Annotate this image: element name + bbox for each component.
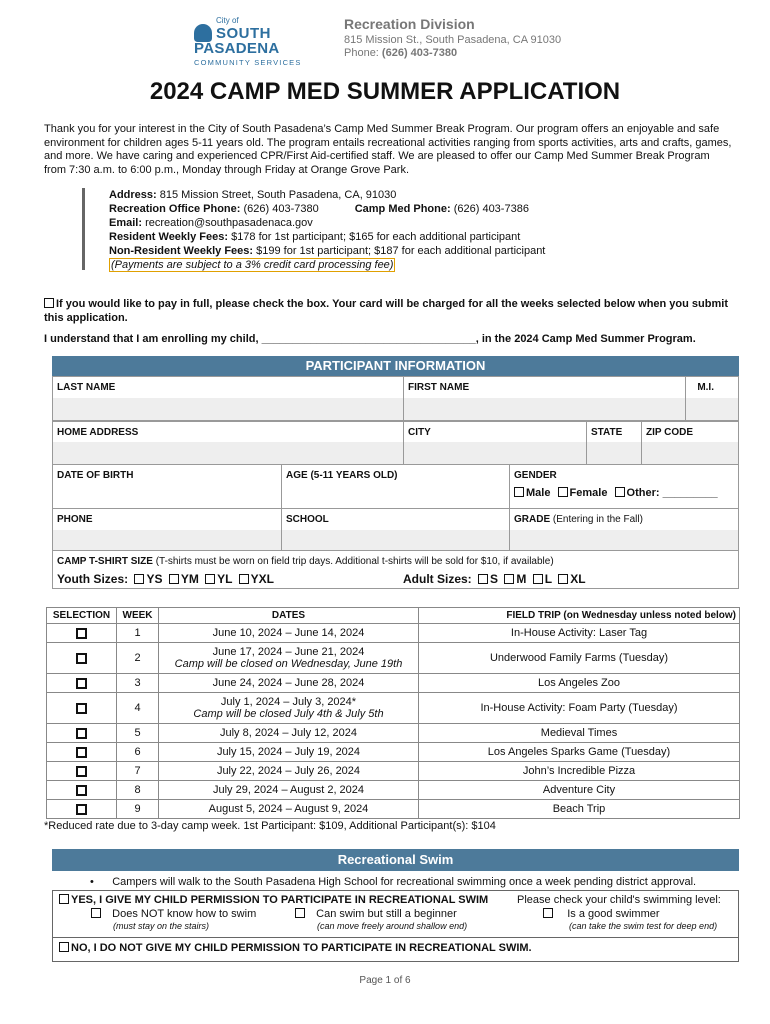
swim-no-checkbox[interactable] — [59, 942, 69, 952]
week-8-checkbox[interactable] — [76, 785, 87, 796]
week-header: WEEK — [117, 608, 159, 624]
reduced-rate-note: *Reduced rate due to 3-day camp week. 1st Participant: $109, Additional Participant(s): $104 — [44, 820, 496, 832]
tshirt-size-label: CAMP T-SHIRT SIZE (T-shirts must be worn on field trip days. Additional t-shirts will be sold for $10, if available) — [57, 556, 554, 567]
city-field[interactable]: CITY — [403, 422, 586, 464]
first-name-field[interactable]: FIRST NAME — [403, 377, 685, 420]
division-name: Recreation Division — [344, 16, 475, 32]
letterhead — [0, 14, 770, 74]
logo-south-text: SOUTH — [216, 25, 271, 42]
middle-initial-field[interactable]: M.I. — [685, 377, 740, 420]
division-phone: Phone: (626) 403-7380 — [344, 47, 458, 59]
gender-field: GENDER Male Female Other: _________ — [509, 465, 740, 508]
size-l-checkbox[interactable] — [533, 574, 543, 584]
participant-info-header: PARTICIPANT INFORMATION — [52, 356, 739, 376]
swim-level-1-checkbox[interactable] — [91, 908, 101, 918]
logo-community-text: COMMUNITY SERVICES — [194, 58, 302, 67]
page-number: Page 1 of 6 — [359, 975, 411, 986]
table-row: 5 July 8, 2024 – July 12, 2024 Medieval Times — [47, 724, 740, 743]
week-9-checkbox[interactable] — [76, 804, 87, 815]
week-2-checkbox[interactable] — [76, 653, 87, 664]
pay-in-full-checkbox[interactable] — [44, 298, 54, 308]
size-yl-checkbox[interactable] — [205, 574, 215, 584]
address-row — [52, 421, 739, 465]
pay-in-full-option: If you would like to pay in full, please check the box. Your card will be charged for all the weeks selected below when you submit this application. — [44, 298, 728, 324]
gender-male-checkbox[interactable] — [514, 487, 524, 497]
size-yxl-checkbox[interactable] — [239, 574, 249, 584]
logo-city-text: City of — [216, 16, 239, 25]
table-row: 3 June 24, 2024 – June 28, 2024 Los Angeles Zoo — [47, 674, 740, 693]
swim-no-option: NO, I DO NOT GIVE MY CHILD PERMISSION TO PARTICIPATE IN RECREATIONAL SWIM. — [59, 942, 532, 954]
size-m-checkbox[interactable] — [504, 574, 514, 584]
table-row: 8 July 29, 2024 – August 2, 2024 Adventure City — [47, 781, 740, 800]
swim-yes-option: YES, I GIVE MY CHILD PERMISSION TO PARTICIPATE IN RECREATIONAL SWIM — [59, 894, 488, 906]
table-row: 6 July 15, 2024 – July 19, 2024 Los Angeles Sparks Game (Tuesday) — [47, 743, 740, 762]
size-ym-checkbox[interactable] — [169, 574, 179, 584]
phone-row — [52, 509, 739, 551]
weeks-table-header — [47, 608, 740, 624]
credit-card-fee-note: (Payments are subject to a 3% credit card processing fee) — [111, 259, 394, 271]
last-name-field[interactable]: LAST NAME — [57, 382, 116, 393]
table-row: 2 June 17, 2024 – June 21, 2024 Camp will be closed on Wednesday, June 19th Underwood Family Farms (Tuesday) — [47, 643, 740, 674]
enrollment-statement: I understand that I am enrolling my child, ___________________________________, in the 2024 Camp Med Summer Program. — [44, 333, 696, 345]
swim-level-nonswimmer: Does NOT know how to swim (must stay on the stairs) — [91, 908, 256, 931]
date-of-birth-field[interactable]: DATE OF BIRTH — [57, 470, 134, 481]
logo-pasadena-text: PASADENA — [194, 40, 280, 57]
adult-sizes: Adult Sizes: S M L XL — [403, 572, 586, 586]
table-row: 7 July 22, 2024 – July 26, 2024 John’s Incredible Pizza — [47, 762, 740, 781]
dates-header: DATES — [159, 608, 419, 624]
selection-header: SELECTION — [47, 608, 117, 624]
name-row — [52, 376, 739, 421]
weeks-table — [46, 607, 740, 819]
tshirt-size-row — [52, 551, 739, 589]
field-trip-header: FIELD TRIP (on Wednesday unless noted below) — [419, 608, 740, 624]
youth-sizes: Youth Sizes: YS YM YL YXL — [57, 572, 274, 586]
age-field[interactable]: AGE (5-11 YEARS OLD) — [281, 465, 509, 508]
swim-level-2-checkbox[interactable] — [295, 908, 305, 918]
gender-female-checkbox[interactable] — [558, 487, 568, 497]
school-field[interactable]: SCHOOL — [281, 509, 509, 550]
intro-paragraph: Thank you for your interest in the City of South Pasadena’s Camp Med Summer Break Program. Our program offers an enjoyable and safe environment for children ages 5-11 years old. The program entails recreational activities ranging from sports activities, arts and crafts, games, and more. We have caring and experienced CPR/First Aid-certified staff. We are pleased to offer our Camp Med Summer Break Program from 7:30 a.m. to 6:00 p.m., Monday through Friday at Orange Grove Park. — [44, 123, 732, 176]
week-4-checkbox[interactable] — [76, 703, 87, 714]
swim-level-prompt: Please check your child's swimming level: — [517, 894, 721, 906]
size-xl-checkbox[interactable] — [558, 574, 568, 584]
size-ys-checkbox[interactable] — [134, 574, 144, 584]
table-row: 1 June 10, 2024 – June 14, 2024 In-House Activity: Laser Tag — [47, 624, 740, 643]
page-title: 2024 CAMP MED SUMMER APPLICATION — [149, 78, 621, 105]
grade-field[interactable]: GRADE (Entering in the Fall) — [509, 509, 740, 550]
swim-level-3-checkbox[interactable] — [543, 908, 553, 918]
table-row: 9 August 5, 2024 – August 9, 2024 Beach Trip — [47, 800, 740, 819]
swim-level-beginner: Can swim but still a beginner (can move freely around shallow end) — [295, 908, 467, 931]
recreational-swim-header: Recreational Swim — [52, 849, 739, 871]
swim-permission-box — [52, 890, 739, 962]
phone-field[interactable]: PHONE — [57, 514, 93, 525]
swim-yes-checkbox[interactable] — [59, 894, 69, 904]
week-6-checkbox[interactable] — [76, 747, 87, 758]
city-logo — [192, 16, 302, 72]
home-address-field[interactable]: HOME ADDRESS — [57, 427, 139, 438]
program-info-block: Address: 815 Mission Street, South Pasadena, CA, 91030 Recreation Office Phone: (626) 403-7380 Camp Med Phone: (626) 403-7386 Email: recreation@southpasadenaca.gov Resident Weekly Fees: $178 for 1st participant; $165 for each additional participant Non-Resident Weekly Fees: $199 for 1st participant; $187 for each additional participant (Payments are subject to a 3% credit card processing fee) — [82, 188, 582, 270]
dob-row — [52, 465, 739, 509]
swim-level-good: Is a good swimmer (can take the swim test for deep end) — [543, 908, 717, 931]
size-s-checkbox[interactable] — [478, 574, 488, 584]
division-address: 815 Mission St., South Pasadena, CA 91030 — [344, 34, 562, 46]
gender-other-checkbox[interactable] — [615, 487, 625, 497]
week-1-checkbox[interactable] — [76, 628, 87, 639]
zip-code-field[interactable]: ZIP CODE — [641, 422, 740, 464]
week-7-checkbox[interactable] — [76, 766, 87, 777]
week-3-checkbox[interactable] — [76, 678, 87, 689]
table-row: 4 July 1, 2024 – July 3, 2024* Camp will be closed July 4th & July 5th In-House Activity: Foam Party (Tuesday) — [47, 693, 740, 724]
week-5-checkbox[interactable] — [76, 728, 87, 739]
swim-bullet: • Campers will walk to the South Pasadena High School for recreational swimming once a week pending district approval. — [90, 876, 697, 888]
state-field[interactable]: STATE — [586, 422, 641, 464]
